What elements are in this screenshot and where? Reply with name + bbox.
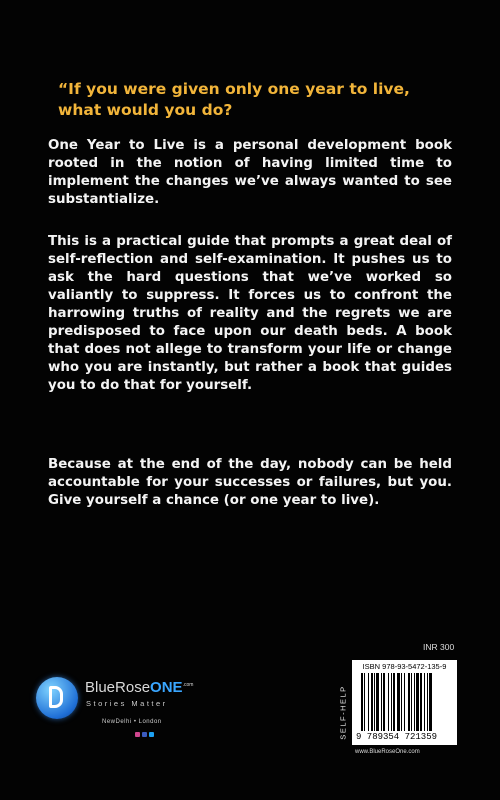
facebook-icon bbox=[142, 732, 147, 737]
publisher-name: BlueRoseONE$^{.com}$ bbox=[85, 679, 194, 696]
description-paragraph-2: This is a practical guide that prompts a great deal of self-reflection and self-examination. It pushes us to ask the hard questions that we’ve worked so valiantly to suppress. It forces us to confront the harrowing truths of reality and the regrets we are predisposed to face upon our death beds. A book that does not allege to transform your life or change who you are instantly, but rather a book that guides you to do that for yourself. bbox=[48, 234, 452, 393]
description-paragraph-1: One Year to Live is a personal development book rooted in the notion of having limited time to implement the changes we’ve always wanted to see substantialize. bbox=[48, 138, 452, 207]
barcode-digits: 9 789354 721359 bbox=[356, 732, 438, 742]
isbn-label: ISBN 978-93-5472-135-9 bbox=[362, 662, 447, 671]
b-circle-icon bbox=[36, 677, 78, 719]
cover-quote: “If you were given only one year to live, what would you do? bbox=[58, 80, 410, 119]
instagram-icon bbox=[135, 732, 140, 737]
isbn-barcode bbox=[352, 660, 457, 745]
genre-label: SELF-HELP bbox=[338, 685, 348, 740]
price-label: INR 300 bbox=[423, 642, 455, 652]
barcode-bars bbox=[361, 673, 449, 731]
publisher-cities: NewDelhi • London bbox=[102, 719, 162, 725]
publisher-website: www.BlueRoseOne.com bbox=[355, 749, 420, 755]
social-icons bbox=[135, 732, 154, 737]
description-paragraph-3: Because at the end of the day, nobody can be held accountable for your successes or failures, but you. Give yourself a chance (or one year to live). bbox=[48, 457, 452, 508]
publisher-tagline: Stories Matter bbox=[86, 699, 168, 708]
twitter-icon bbox=[149, 732, 154, 737]
